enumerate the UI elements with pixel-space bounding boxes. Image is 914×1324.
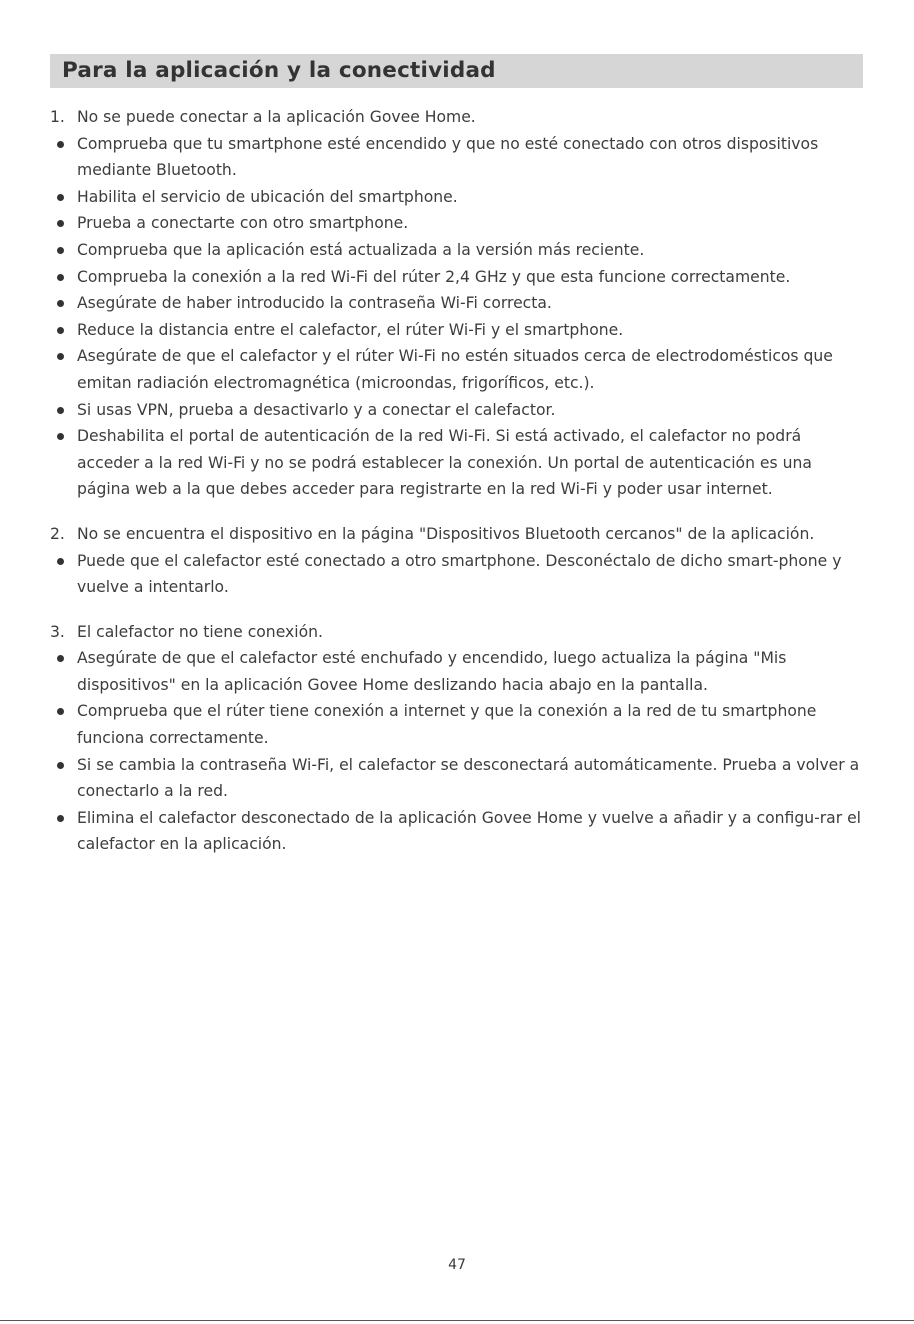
list-item-text: Si se cambia la contraseña Wi-Fi, el calefactor se desconectará automáticamente. Prueba a volver a conectarlo a la red.	[77, 755, 860, 801]
bullet-icon	[57, 353, 64, 360]
list-item-text: Reduce la distancia entre el calefactor, el rúter Wi-Fi y el smartphone.	[77, 320, 624, 339]
faq-section-3	[50, 619, 865, 858]
bullet-icon	[57, 815, 64, 822]
list-item-text: Habilita el servicio de ubicación del smartphone.	[77, 187, 458, 206]
list-item	[50, 264, 865, 291]
question-text: No se puede conectar a la aplicación Govee Home.	[77, 108, 476, 126]
section-header-bar	[50, 54, 863, 88]
bullet-icon	[57, 762, 64, 769]
section-title: Para la aplicación y la conectividad	[62, 58, 496, 83]
answer-list	[50, 548, 865, 601]
list-item-text: Comprueba que la aplicación está actualizada a la versión más reciente.	[77, 240, 645, 259]
bullet-icon	[57, 300, 64, 307]
bullet-icon	[57, 558, 64, 565]
faq-content	[50, 104, 865, 876]
list-item	[50, 423, 865, 503]
list-item	[50, 290, 865, 317]
bullet-icon	[57, 433, 64, 440]
faq-question	[50, 619, 865, 646]
list-item	[50, 343, 865, 396]
bullet-icon	[57, 247, 64, 254]
list-item	[50, 805, 865, 858]
list-item-text: Deshabilita el portal de autenticación de la red Wi-Fi. Si está activado, el calefactor no podrá acceder a la red Wi-Fi y no se podrá establecer la conexión. Un portal de autenticación es una página web a la que debes acceder para registrarte en la red Wi-Fi y poder usar internet.	[77, 427, 812, 499]
faq-section-1	[50, 104, 865, 503]
list-item	[50, 184, 865, 211]
list-item-text: Puede que el calefactor esté conectado a otro smartphone. Desconéctalo de dicho smart-phone y vuelve a intentarlo.	[77, 551, 842, 597]
bullet-icon	[57, 274, 64, 281]
bullet-icon	[57, 407, 64, 414]
list-item	[50, 645, 865, 698]
list-item-text: Comprueba la conexión a la red Wi-Fi del rúter 2,4 GHz y que esta funcione correctamente.	[77, 267, 791, 286]
list-item	[50, 131, 865, 184]
list-item-text: Asegúrate de que el calefactor y el rúter Wi-Fi no estén situados cerca de electrodomésticos que emitan radiación electromagnética (microondas, frigoríficos, etc.).	[77, 347, 833, 392]
list-item-text: Prueba a conectarte con otro smartphone.	[77, 214, 409, 233]
answer-list	[50, 131, 865, 503]
bullet-icon	[57, 141, 64, 148]
faq-question	[50, 521, 865, 548]
bullet-icon	[57, 708, 64, 715]
bullet-icon	[57, 220, 64, 227]
question-text: El calefactor no tiene conexión.	[77, 622, 323, 641]
bullet-icon	[57, 194, 64, 201]
faq-question	[50, 104, 865, 131]
list-item	[50, 397, 865, 424]
list-item-text: Comprueba que el rúter tiene conexión a internet y que la conexión a la red de tu smartphone funciona correctamente.	[77, 702, 817, 748]
list-item-text: Asegúrate de que el calefactor esté enchufado y encendido, luego actualiza la página "Mis dispositivos" en la aplicación Govee Home deslizando hacia abajo en la pantalla.	[77, 649, 787, 694]
bullet-icon	[57, 327, 64, 334]
answer-list	[50, 645, 865, 858]
list-item-text: Si usas VPN, prueba a desactivarlo y a conectar el calefactor.	[77, 400, 556, 419]
page-number: 47	[448, 1257, 466, 1273]
list-item-text: Asegúrate de haber introducido la contraseña Wi-Fi correcta.	[77, 294, 552, 313]
bullet-icon	[57, 655, 64, 662]
list-item	[50, 752, 865, 805]
question-text: No se encuentra el dispositivo en la página "Dispositivos Bluetooth cercanos" de la aplicación.	[77, 524, 815, 543]
list-item	[50, 698, 865, 751]
list-item	[50, 548, 865, 601]
question-number: 1.	[50, 108, 65, 126]
list-item	[50, 237, 865, 264]
list-item	[50, 210, 865, 237]
faq-section-2	[50, 521, 865, 601]
list-item-text: Elimina el calefactor desconectado de la aplicación Govee Home y vuelve a añadir y a configu-rar el calefactor en la aplicación.	[77, 808, 861, 854]
list-item-text: Comprueba que tu smartphone esté encendido y que no esté conectado con otros dispositivos mediante Bluetooth.	[77, 134, 819, 180]
list-item	[50, 317, 865, 344]
bottom-divider	[0, 1320, 914, 1321]
question-number: 3.	[50, 622, 65, 641]
question-number: 2.	[50, 524, 65, 543]
